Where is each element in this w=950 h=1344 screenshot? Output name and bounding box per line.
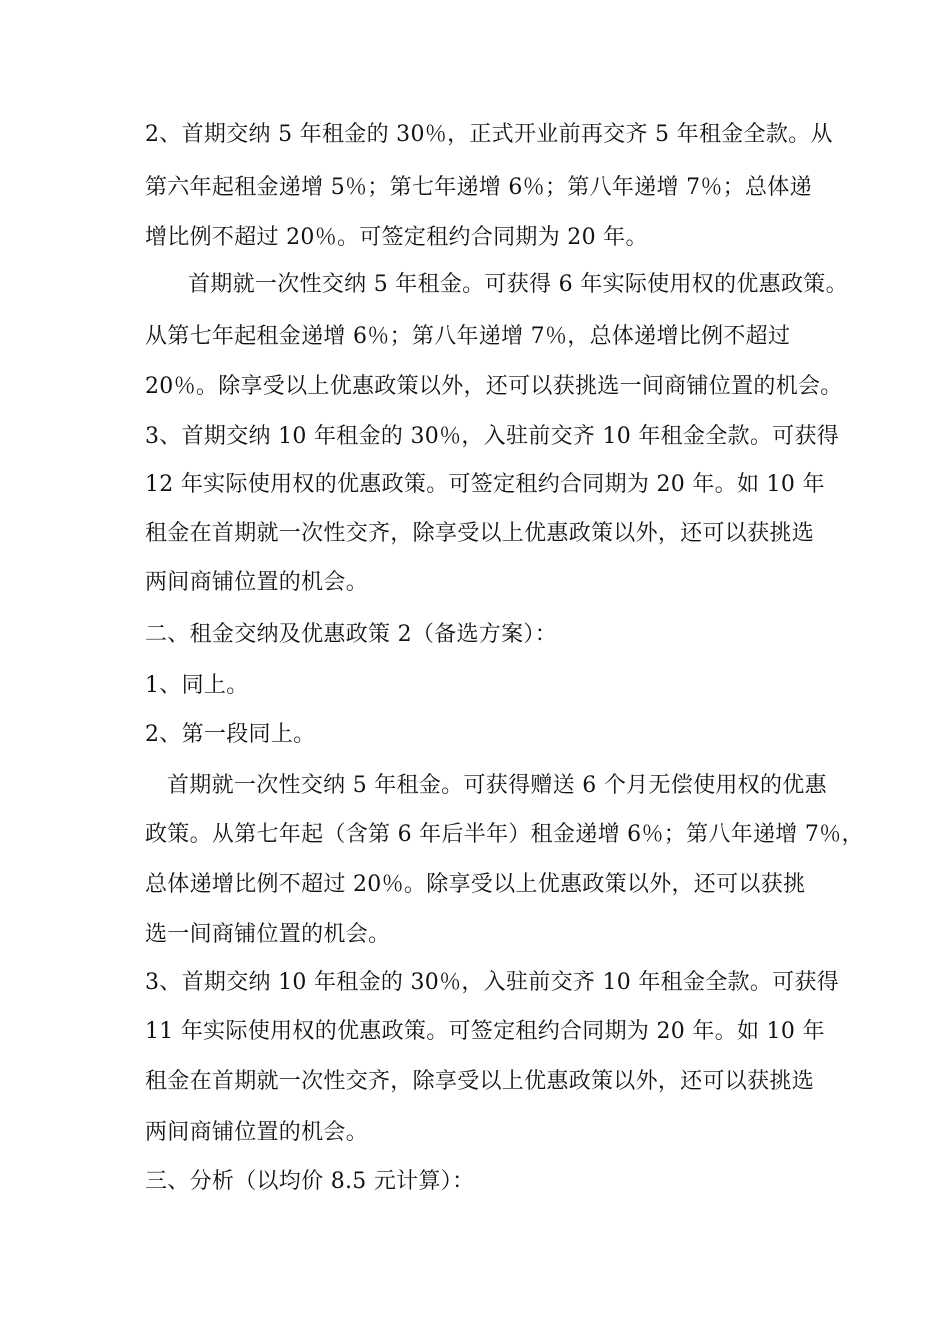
text-line: 政策。从第七年起（含第 6 年后半年）租金递增 6％；第八年递增 7％，: [145, 822, 864, 847]
text-line: 选一间商铺位置的机会。: [145, 922, 391, 947]
text-line: 租金在首期就一次性交齐，除享受以上优惠政策以外，还可以获挑选: [145, 1069, 815, 1094]
section-heading: 三、分析（以均价 8.5 元计算）：: [145, 1169, 475, 1194]
text-line: 3、首期交纳 10 年租金的 30％，入驻前交齐 10 年租金全款。可获得: [145, 424, 840, 449]
text-line: 从第七年起租金递增 6％；第八年递增 7％，总体递增比例不超过: [145, 324, 791, 349]
text-line: 两间商铺位置的机会。: [145, 1120, 369, 1145]
text-line: 12 年实际使用权的优惠政策。可签定租约合同期为 20 年。如 10 年: [145, 472, 825, 497]
text-line: 11 年实际使用权的优惠政策。可签定租约合同期为 20 年。如 10 年: [145, 1019, 825, 1044]
text-line: 2、首期交纳 5 年租金的 30％，正式开业前再交齐 5 年租金全款。从: [145, 122, 833, 147]
text-line: 两间商铺位置的机会。: [145, 570, 369, 595]
text-line: 第六年起租金递增 5％；第七年递增 6％；第八年递增 7％；总体递: [145, 175, 812, 200]
text-line: 首期就一次性交纳 5 年租金。可获得 6 年实际使用权的优惠政策。: [188, 272, 848, 297]
text-line: 2、第一段同上。: [145, 722, 316, 747]
text-line: 20％。除享受以上优惠政策以外，还可以获挑选一间商铺位置的机会。: [145, 374, 843, 399]
text-line: 首期就一次性交纳 5 年租金。可获得赠送 6 个月无偿使用权的优惠: [167, 773, 827, 798]
section-heading: 二、租金交纳及优惠政策 2（备选方案）：: [145, 622, 557, 647]
text-line: 3、首期交纳 10 年租金的 30％，入驻前交齐 10 年租金全款。可获得: [145, 970, 840, 995]
text-line: 增比例不超过 20％。可签定租约合同期为 20 年。: [145, 225, 648, 250]
text-line: 总体递增比例不超过 20％。除享受以上优惠政策以外，还可以获挑: [145, 872, 806, 897]
text-line: 租金在首期就一次性交齐，除享受以上优惠政策以外，还可以获挑选: [145, 521, 815, 546]
text-line: 1、同上。: [145, 673, 249, 698]
